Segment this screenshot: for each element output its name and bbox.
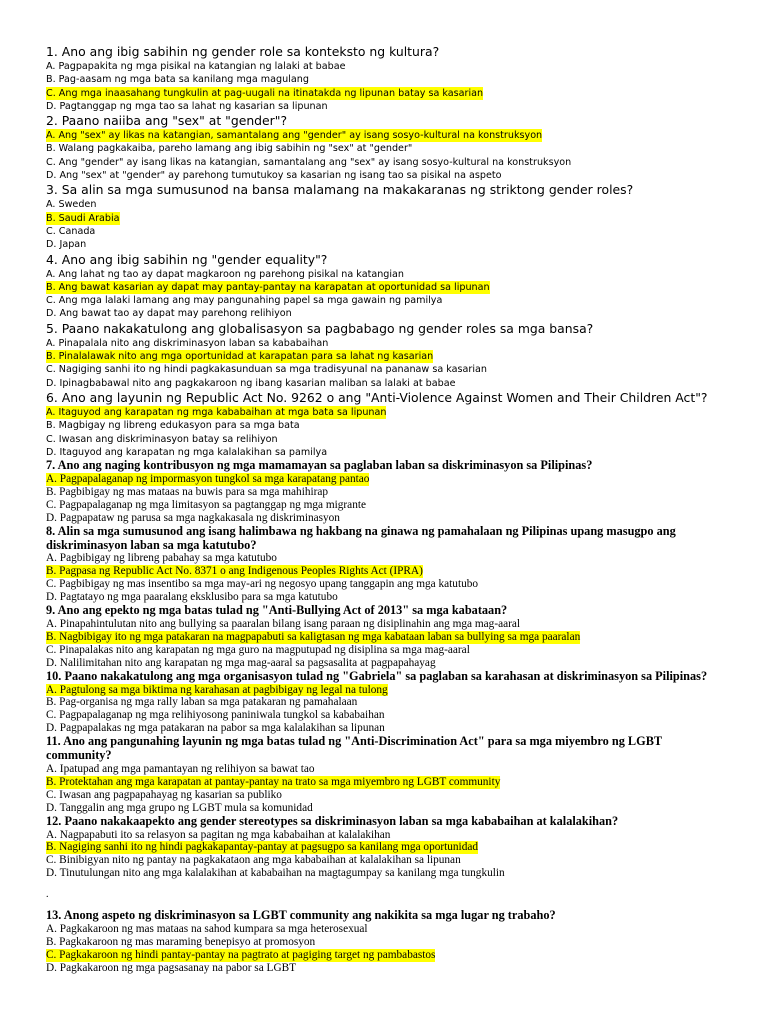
question-text: 13. Anong aspeto ng diskriminasyon sa LGBT community ang nakikita sa mga lugar ng trabaho? (46, 908, 556, 923)
question-text: 12. Paano nakakaapekto ang gender stereotypes sa diskriminasyon laban sa mga kababaihan at kalalakihan? (46, 813, 619, 828)
question-block (0, 735, 768, 814)
question-text: 11. Ano ang pangunahing layunin ng mga batas tulad ng "Anti-Discrimination Act" para sa mga miyembro ng LGBT community? (46, 734, 662, 763)
answer-option: C. Ang mga lalaki lamang ang may pangunahing papel sa mga gawain ng pamilya (46, 295, 443, 307)
answer-option-highlighted: A. Itaguyod ang karapatan ng mga kababaihan at mga bata sa lipunan (46, 406, 387, 418)
answer-option-highlighted: B. Nagiging sanhi ito ng hindi pagkakapantay-pantay at pagsugpo sa kanilang mga oportunidad (46, 841, 479, 854)
answer-option: D. Pagtanggap ng mga tao sa lahat ng kasarian sa lipunan (46, 100, 328, 112)
answer-option-highlighted: B. Pinalalawak nito ang mga oportunidad at karapatan para sa lahat ng kasarian (46, 351, 434, 363)
question-block (0, 815, 768, 881)
question-text: 6. Ano ang layunin ng Republic Act No. 9262 o ang "Anti-Violence Against Women and Their Children Act"? (46, 389, 708, 405)
answer-option-highlighted: C. Ang mga inaasahang tungkulin at pag-uugali na itinatakda ng lipunan batay sa kasarian (46, 87, 484, 99)
answer-option: A. Ang lahat ng tao ay dapat magkaroon ng parehong pisikal na katangian (46, 268, 405, 280)
question-block (0, 670, 768, 736)
question-block (0, 525, 768, 604)
answer-option-highlighted: C. Pagkakaroon ng hindi pantay-pantay na pagtrato at pagiging target ng pambabastos (46, 948, 436, 961)
separator-mark: . (46, 889, 49, 901)
answer-option: A. Sweden (46, 199, 97, 211)
question-text: 4. Ano ang ibig sabihin ng "gender equality"? (46, 251, 328, 267)
answer-option: A. Pagkakaroon ng mas mataas na sahod kumpara sa mga heterosexual (46, 923, 368, 936)
question-block (0, 0, 768, 113)
answer-option: D. Ang "sex" at "gender" ay parehong tumutukoy sa kasarian ng isang tao sa pisikal na aspeto (46, 170, 502, 182)
answer-option: A. Pagbibigay ng libreng pabahay sa mga katutubo (46, 552, 277, 565)
answer-option: D. Pagkakaroon ng mga pagsasanay na pabor sa LGBT (46, 961, 297, 974)
question-block (0, 252, 768, 321)
question-text: 2. Paano naiiba ang "sex" at "gender"? (46, 113, 288, 129)
answer-option: B. Pag-organisa ng mga rally laban sa mga patakaran ng pamahalaan (46, 696, 358, 709)
question-block (0, 909, 768, 975)
quiz-section-serif (0, 459, 768, 975)
answer-option-highlighted: A. Ang "sex" ay likas na katangian, samantalang ang "gender" ay isang sosyo-kultural na konstruksyon (46, 130, 543, 142)
question-block (0, 113, 768, 182)
answer-option: C. Iwasan ang pagpapahayag ng kasarian sa publiko (46, 788, 282, 801)
answer-option-highlighted: A. Pagpapalaganap ng impormasyon tungkol sa mga karapatang pantao (46, 473, 370, 486)
answer-option: D. Pagpapalakas ng mga patakaran na pabor sa mga kalalakihan sa lipunan (46, 722, 385, 735)
answer-option: C. Pagpapalaganap ng mga relihiyosong paniniwala tungkol sa kababaihan (46, 709, 385, 722)
question-text: 1. Ano ang ibig sabihin ng gender role sa konteksto ng kultura? (46, 44, 440, 59)
quiz-section-sans (0, 0, 768, 459)
answer-option: C. Pagbibigay ng mas insentibo sa mga may-ari ng negosyo upang tanggapin ang mga katutubo (46, 578, 479, 591)
question-text: 5. Paano nakakatulong ang globalisasyon sa pagbabago ng gender roles sa mga bansa? (46, 320, 594, 336)
question-block (0, 459, 768, 525)
answer-option: D. Itaguyod ang karapatan ng mga kalalakihan sa pamilya (46, 446, 328, 458)
answer-option: D. Ipinagbabawal nito ang pagkakaroon ng ibang kasarian maliban sa lalaki at babae (46, 377, 456, 389)
answer-option: D. Pagpapataw ng parusa sa mga nagkakasala ng diskriminasyon (46, 511, 340, 524)
answer-option: D. Tanggalin ang mga grupo ng LGBT mula sa komunidad (46, 801, 313, 814)
answer-option: C. Pagpapalaganap ng mga limitasyon sa pagtanggap ng mga migrante (46, 498, 366, 511)
answer-option: D. Pagtatayo ng mga paaralang eksklusibo para sa mga katutubo (46, 591, 338, 604)
answer-option-highlighted: B. Nagbibigay ito ng mga patakaran na magpapabuti sa kaligtasan ng mga kabataan laban sa bullying sa mga paaralan (46, 630, 581, 643)
question-block (0, 604, 768, 670)
answer-option: B. Walang pagkakaiba, pareho lamang ang ibig sabihin ng "sex" at "gender" (46, 143, 413, 155)
question-block (0, 390, 768, 459)
answer-option: B. Pagbibigay ng mas mataas na buwis para sa mga mahihirap (46, 485, 329, 498)
answer-option-highlighted: A. Pagtulong sa mga biktima ng karahasan at pagbibigay ng legal na tulong (46, 683, 388, 696)
question-text: 9. Ano ang epekto ng mga batas tulad ng "Anti-Bullying Act of 2013" sa mga kabataan? (46, 603, 508, 618)
answer-option: B. Magbigay ng libreng edukasyon para sa mga bata (46, 420, 300, 432)
answer-option: D. Ang bawat tao ay dapat may parehong relihiyon (46, 308, 292, 320)
answer-option-highlighted: B. Pagpasa ng Republic Act No. 8371 o ang Indigenous Peoples Rights Act (IPRA) (46, 565, 423, 578)
question-text: 7. Ano ang naging kontribusyon ng mga mamamayan sa paglaban laban sa diskriminasyon sa Pilipinas? (46, 458, 593, 473)
question-text: 3. Sa alin sa mga sumusunod na bansa malamang na makakaranas ng striktong gender roles? (46, 182, 634, 198)
answer-option: C. Canada (46, 225, 96, 237)
answer-option: D. Japan (46, 239, 87, 251)
answer-option: A. Pagpapakita ng mga pisikal na katangian ng lalaki at babae (46, 61, 346, 72)
answer-option-highlighted: B. Saudi Arabia (46, 212, 120, 224)
question-text: 8. Alin sa mga sumusunod ang isang halimbawa ng hakbang na ginawa ng pamahalaan ng Pilipinas upang masugpo ang diskriminasyon laban sa mga katutubo? (46, 523, 676, 552)
answer-option: C. Iwasan ang diskriminasyon batay sa relihiyon (46, 433, 278, 445)
answer-option: D. Tinutulungan nito ang mga kalalakihan at kababaihan na magtagumpay sa kanilang mga tungkulin (46, 867, 505, 880)
answer-option: B. Pagkakaroon ng mas maraming benepisyo at promosyon (46, 935, 316, 948)
answer-option: A. Nagpapabuti ito sa relasyon sa pagitan ng mga kababaihan at kalalakihan (46, 828, 391, 841)
answer-option-highlighted: B. Protektahan ang mga karapatan at pantay-pantay na trato sa mga miyembro ng LGBT community (46, 775, 501, 788)
answer-option: C. Nagiging sanhi ito ng hindi pagkakasunduan sa mga tradisyunal na pananaw sa kasarian (46, 364, 487, 376)
answer-option: A. Pinapahintulutan nito ang bullying sa paaralan bilang isang paraan ng disiplinahin ang mga mag-aaral (46, 618, 521, 630)
answer-option: C. Pinapalakas nito ang karapatan ng mga guro na magputupad ng disiplina sa mga mag-aaral (46, 643, 470, 656)
answer-option: A. Ipatupad ang mga pamantayan ng relihiyon sa bawat tao (46, 762, 315, 775)
answer-option-highlighted: B. Ang bawat kasarian ay dapat may pantay-pantay na karapatan at oportunidad sa lipunan (46, 281, 490, 293)
answer-option: A. Pinapalala nito ang diskriminasyon laban sa kababaihan (46, 337, 329, 349)
answer-option: B. Pag-aasam ng mga bata sa kanilang mga magulang (46, 74, 309, 86)
question-block (0, 321, 768, 390)
answer-option: D. Nalilimitahan nito ang karapatan ng mga mag-aaral sa pagsasalita at pagpapahayag (46, 656, 436, 669)
answer-option: C. Binibigyan nito ng pantay na pagkakataon ang mga kababaihan at kalalakihan sa lipunan (46, 854, 461, 867)
answer-option: C. Ang "gender" ay isang likas na katangian, samantalang ang "sex" ay isang sosyo-kultural na konstruksyon (46, 156, 572, 168)
question-block (0, 182, 768, 251)
question-text: 10. Paano nakakatulong ang mga organisasyon tulad ng "Gabriela" sa paglaban sa karahasan at diskriminasyon sa Pilipinas? (46, 668, 708, 683)
